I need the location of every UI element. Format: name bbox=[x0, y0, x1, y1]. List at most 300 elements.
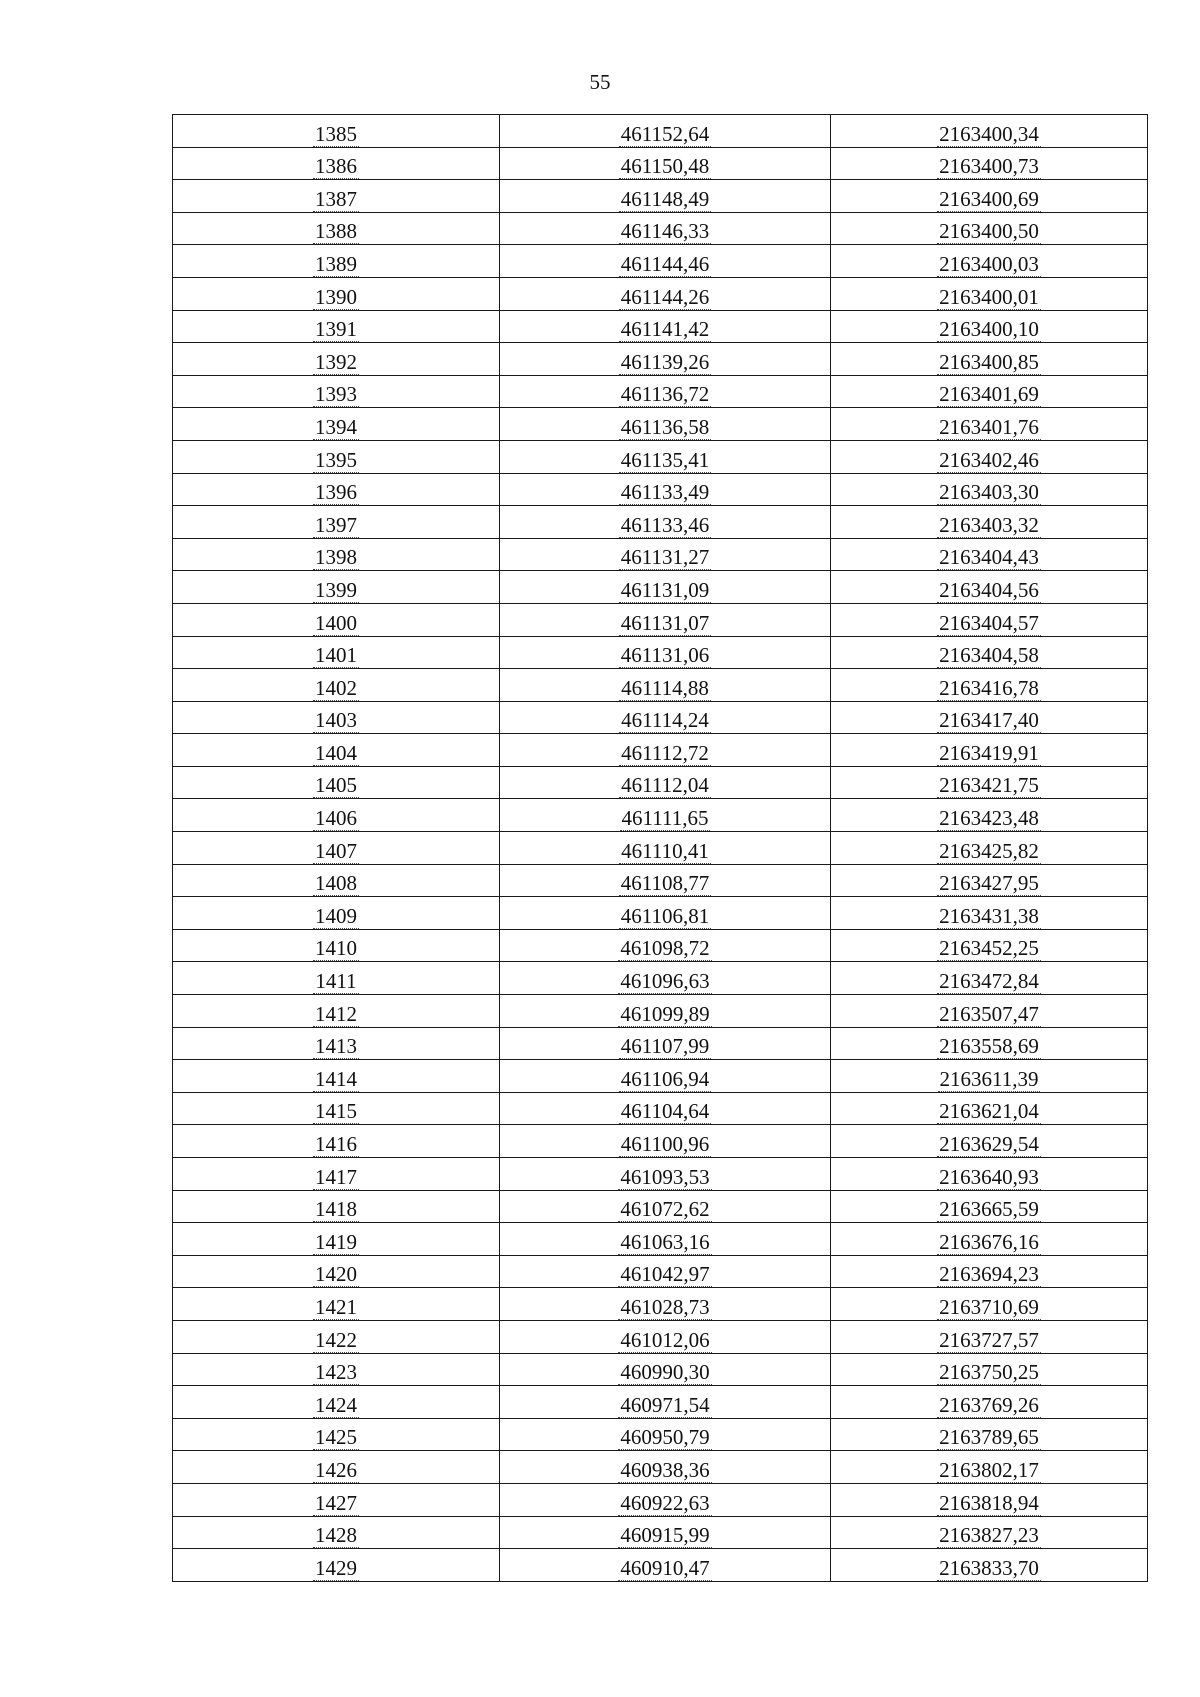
cell-value: 2163665,59 bbox=[939, 1197, 1039, 1222]
y-coordinate-cell bbox=[831, 734, 1148, 767]
cell-value: 461108,77 bbox=[620, 871, 710, 896]
y-coordinate-cell bbox=[831, 1190, 1148, 1223]
table-row bbox=[173, 1223, 1148, 1256]
cell-value: 2163404,57 bbox=[939, 610, 1039, 635]
x-coordinate-cell bbox=[500, 766, 831, 799]
cell-value: 1424 bbox=[315, 1392, 357, 1417]
cell-value: 2163802,17 bbox=[939, 1457, 1039, 1482]
x-coordinate-cell bbox=[500, 506, 831, 539]
cell-value: 2163400,34 bbox=[939, 121, 1039, 146]
cell-value: 460910,47 bbox=[620, 1555, 710, 1580]
table-row bbox=[173, 277, 1148, 310]
x-coordinate-cell bbox=[500, 603, 831, 636]
cell-value: 2163710,69 bbox=[939, 1294, 1039, 1319]
table-row bbox=[173, 180, 1148, 213]
y-coordinate-cell bbox=[831, 1092, 1148, 1125]
point-number-cell bbox=[173, 1060, 500, 1093]
x-coordinate-cell bbox=[500, 1320, 831, 1353]
table-row bbox=[173, 962, 1148, 995]
cell-value: 461111,65 bbox=[621, 806, 709, 831]
cell-value: 461072,62 bbox=[620, 1197, 710, 1222]
cell-value: 1421 bbox=[315, 1294, 357, 1319]
table-row bbox=[173, 571, 1148, 604]
y-coordinate-cell bbox=[831, 1255, 1148, 1288]
x-coordinate-cell bbox=[500, 929, 831, 962]
x-coordinate-cell bbox=[500, 1483, 831, 1516]
point-number-cell bbox=[173, 147, 500, 180]
cell-value: 2163431,38 bbox=[939, 903, 1039, 928]
cell-value: 461096,63 bbox=[620, 969, 710, 994]
y-coordinate-cell bbox=[831, 799, 1148, 832]
y-coordinate-cell bbox=[831, 1418, 1148, 1451]
x-coordinate-cell bbox=[500, 799, 831, 832]
point-number-cell bbox=[173, 1549, 500, 1582]
table-row bbox=[173, 1483, 1148, 1516]
y-coordinate-cell bbox=[831, 473, 1148, 506]
table-row bbox=[173, 1451, 1148, 1484]
point-number-cell bbox=[173, 1158, 500, 1191]
cell-value: 2163421,75 bbox=[939, 773, 1039, 798]
cell-value: 1403 bbox=[315, 708, 357, 733]
table-row bbox=[173, 799, 1148, 832]
cell-value: 461110,41 bbox=[621, 838, 709, 863]
table-row bbox=[173, 1255, 1148, 1288]
x-coordinate-cell bbox=[500, 343, 831, 376]
cell-value: 2163400,03 bbox=[939, 251, 1039, 276]
cell-value: 2163750,25 bbox=[939, 1360, 1039, 1385]
x-coordinate-cell bbox=[500, 636, 831, 669]
cell-value: 1386 bbox=[315, 154, 357, 179]
cell-value: 1426 bbox=[315, 1457, 357, 1482]
cell-value: 461012,06 bbox=[620, 1327, 710, 1352]
cell-value: 1397 bbox=[315, 512, 357, 537]
table-row bbox=[173, 1190, 1148, 1223]
cell-value: 2163403,32 bbox=[939, 512, 1039, 537]
table-row bbox=[173, 1418, 1148, 1451]
point-number-cell bbox=[173, 1027, 500, 1060]
cell-value: 460990,30 bbox=[620, 1360, 710, 1385]
y-coordinate-cell bbox=[831, 766, 1148, 799]
point-number-cell bbox=[173, 897, 500, 930]
x-coordinate-cell bbox=[500, 995, 831, 1028]
cell-value: 2163427,95 bbox=[939, 871, 1039, 896]
y-coordinate-cell bbox=[831, 1483, 1148, 1516]
point-number-cell bbox=[173, 180, 500, 213]
point-number-cell bbox=[173, 473, 500, 506]
cell-value: 461028,73 bbox=[620, 1294, 710, 1319]
y-coordinate-cell bbox=[831, 277, 1148, 310]
table-row bbox=[173, 1549, 1148, 1582]
table-row bbox=[173, 701, 1148, 734]
point-number-cell bbox=[173, 1223, 500, 1256]
point-number-cell bbox=[173, 1353, 500, 1386]
y-coordinate-cell bbox=[831, 310, 1148, 343]
cell-value: 1402 bbox=[315, 675, 357, 700]
table-row bbox=[173, 343, 1148, 376]
cell-value: 1406 bbox=[315, 806, 357, 831]
cell-value: 2163611,39 bbox=[939, 1066, 1039, 1091]
y-coordinate-cell bbox=[831, 1027, 1148, 1060]
x-coordinate-cell bbox=[500, 1190, 831, 1223]
point-number-cell bbox=[173, 571, 500, 604]
cell-value: 461106,81 bbox=[620, 903, 710, 928]
point-number-cell bbox=[173, 636, 500, 669]
point-number-cell bbox=[173, 734, 500, 767]
x-coordinate-cell bbox=[500, 1418, 831, 1451]
cell-value: 461131,06 bbox=[620, 643, 710, 668]
cell-value: 461144,26 bbox=[620, 284, 710, 309]
x-coordinate-cell bbox=[500, 1255, 831, 1288]
cell-value: 1419 bbox=[315, 1229, 357, 1254]
x-coordinate-cell bbox=[500, 310, 831, 343]
cell-value: 2163727,57 bbox=[939, 1327, 1039, 1352]
cell-value: 461148,49 bbox=[620, 186, 710, 211]
cell-value: 2163818,94 bbox=[939, 1490, 1039, 1515]
point-number-cell bbox=[173, 669, 500, 702]
cell-value: 1414 bbox=[315, 1066, 357, 1091]
x-coordinate-cell bbox=[500, 147, 831, 180]
table-row bbox=[173, 538, 1148, 571]
point-number-cell bbox=[173, 1483, 500, 1516]
x-coordinate-cell bbox=[500, 180, 831, 213]
cell-value: 1416 bbox=[315, 1132, 357, 1156]
cell-value: 461099,89 bbox=[620, 1001, 710, 1026]
cell-value: 1396 bbox=[315, 480, 357, 505]
cell-value: 2163419,91 bbox=[939, 740, 1039, 765]
cell-value: 1418 bbox=[315, 1197, 357, 1222]
cell-value: 461131,09 bbox=[620, 577, 710, 602]
cell-value: 1388 bbox=[315, 219, 357, 244]
cell-value: 461131,07 bbox=[620, 610, 710, 635]
table-row bbox=[173, 375, 1148, 408]
cell-value: 1385 bbox=[315, 121, 357, 146]
cell-value: 1389 bbox=[315, 251, 357, 276]
y-coordinate-cell bbox=[831, 864, 1148, 897]
cell-value: 2163472,84 bbox=[939, 969, 1039, 994]
cell-value: 1393 bbox=[315, 382, 357, 407]
point-number-cell bbox=[173, 115, 500, 148]
cell-value: 461098,72 bbox=[620, 936, 710, 961]
cell-value: 2163827,23 bbox=[939, 1523, 1039, 1548]
cell-value: 1420 bbox=[315, 1262, 357, 1287]
point-number-cell bbox=[173, 701, 500, 734]
cell-value: 2163640,93 bbox=[939, 1164, 1039, 1189]
x-coordinate-cell bbox=[500, 864, 831, 897]
cell-value: 1415 bbox=[315, 1099, 357, 1124]
cell-value: 2163401,69 bbox=[939, 382, 1039, 407]
table-row bbox=[173, 864, 1148, 897]
cell-value: 2163400,69 bbox=[939, 186, 1039, 211]
y-coordinate-cell bbox=[831, 212, 1148, 245]
point-number-cell bbox=[173, 310, 500, 343]
cell-value: 1399 bbox=[315, 577, 357, 602]
point-number-cell bbox=[173, 277, 500, 310]
cell-value: 1427 bbox=[315, 1490, 357, 1515]
cell-value: 2163402,46 bbox=[939, 447, 1039, 472]
cell-value: 1404 bbox=[315, 740, 357, 765]
cell-value: 461112,04 bbox=[621, 773, 709, 798]
y-coordinate-cell bbox=[831, 669, 1148, 702]
table-row bbox=[173, 603, 1148, 636]
table-row bbox=[173, 1060, 1148, 1093]
cell-value: 2163425,82 bbox=[939, 838, 1039, 863]
x-coordinate-cell bbox=[500, 1158, 831, 1191]
point-number-cell bbox=[173, 1320, 500, 1353]
cell-value: 1390 bbox=[315, 284, 357, 309]
point-number-cell bbox=[173, 212, 500, 245]
point-number-cell bbox=[173, 799, 500, 832]
cell-value: 1401 bbox=[315, 643, 357, 668]
point-number-cell bbox=[173, 343, 500, 376]
table-row bbox=[173, 115, 1148, 148]
cell-value: 461104,64 bbox=[620, 1099, 710, 1124]
point-number-cell bbox=[173, 1190, 500, 1223]
point-number-cell bbox=[173, 1288, 500, 1321]
y-coordinate-cell bbox=[831, 962, 1148, 995]
y-coordinate-cell bbox=[831, 1516, 1148, 1549]
y-coordinate-cell bbox=[831, 571, 1148, 604]
x-coordinate-cell bbox=[500, 1386, 831, 1419]
y-coordinate-cell bbox=[831, 1223, 1148, 1256]
x-coordinate-cell bbox=[500, 701, 831, 734]
cell-value: 1400 bbox=[315, 610, 357, 635]
cell-value: 2163452,25 bbox=[939, 936, 1039, 961]
point-number-cell bbox=[173, 440, 500, 473]
cell-value: 461100,96 bbox=[620, 1132, 710, 1156]
cell-value: 2163621,04 bbox=[939, 1099, 1039, 1124]
cell-value: 1405 bbox=[315, 773, 357, 798]
cell-value: 2163400,73 bbox=[939, 154, 1039, 179]
point-number-cell bbox=[173, 375, 500, 408]
y-coordinate-cell bbox=[831, 1288, 1148, 1321]
x-coordinate-cell bbox=[500, 1092, 831, 1125]
x-coordinate-cell bbox=[500, 897, 831, 930]
table-row bbox=[173, 1125, 1148, 1158]
y-coordinate-cell bbox=[831, 375, 1148, 408]
cell-value: 2163403,30 bbox=[939, 480, 1039, 505]
cell-value: 461133,46 bbox=[620, 512, 710, 537]
cell-value: 1387 bbox=[315, 186, 357, 211]
cell-value: 1391 bbox=[315, 317, 357, 342]
table-row bbox=[173, 1092, 1148, 1125]
x-coordinate-cell bbox=[500, 473, 831, 506]
cell-value: 461042,97 bbox=[620, 1262, 710, 1287]
cell-value: 1407 bbox=[315, 838, 357, 863]
y-coordinate-cell bbox=[831, 897, 1148, 930]
x-coordinate-cell bbox=[500, 832, 831, 865]
point-number-cell bbox=[173, 864, 500, 897]
y-coordinate-cell bbox=[831, 115, 1148, 148]
table-row bbox=[173, 1027, 1148, 1060]
table-row bbox=[173, 147, 1148, 180]
cell-value: 2163423,48 bbox=[939, 806, 1039, 831]
x-coordinate-cell bbox=[500, 245, 831, 278]
cell-value: 2163629,54 bbox=[939, 1132, 1039, 1156]
y-coordinate-cell bbox=[831, 701, 1148, 734]
point-number-cell bbox=[173, 832, 500, 865]
cell-value: 2163401,76 bbox=[939, 414, 1039, 439]
cell-value: 1394 bbox=[315, 414, 357, 439]
x-coordinate-cell bbox=[500, 440, 831, 473]
x-coordinate-cell bbox=[500, 1549, 831, 1582]
cell-value: 2163833,70 bbox=[939, 1555, 1039, 1580]
cell-value: 460950,79 bbox=[620, 1425, 710, 1450]
cell-value: 461106,94 bbox=[620, 1066, 710, 1091]
cell-value: 461139,26 bbox=[620, 349, 710, 374]
y-coordinate-cell bbox=[831, 180, 1148, 213]
cell-value: 461112,72 bbox=[621, 740, 709, 765]
cell-value: 2163404,56 bbox=[939, 577, 1039, 602]
cell-value: 1410 bbox=[315, 936, 357, 961]
x-coordinate-cell bbox=[500, 1288, 831, 1321]
table-row bbox=[173, 636, 1148, 669]
cell-value: 1423 bbox=[315, 1360, 357, 1385]
point-number-cell bbox=[173, 506, 500, 539]
cell-value: 460971,54 bbox=[620, 1392, 710, 1417]
cell-value: 1411 bbox=[315, 969, 357, 994]
cell-value: 461136,72 bbox=[620, 382, 710, 407]
x-coordinate-cell bbox=[500, 1223, 831, 1256]
table-row bbox=[173, 1386, 1148, 1419]
x-coordinate-cell bbox=[500, 1027, 831, 1060]
y-coordinate-cell bbox=[831, 1353, 1148, 1386]
y-coordinate-cell bbox=[831, 1386, 1148, 1419]
y-coordinate-cell bbox=[831, 1125, 1148, 1158]
y-coordinate-cell bbox=[831, 147, 1148, 180]
y-coordinate-cell bbox=[831, 929, 1148, 962]
cell-value: 2163404,58 bbox=[939, 643, 1039, 668]
table-row bbox=[173, 1288, 1148, 1321]
table-row bbox=[173, 1516, 1148, 1549]
y-coordinate-cell bbox=[831, 440, 1148, 473]
point-number-cell bbox=[173, 603, 500, 636]
point-number-cell bbox=[173, 1125, 500, 1158]
cell-value: 1408 bbox=[315, 871, 357, 896]
cell-value: 461146,33 bbox=[620, 219, 710, 244]
point-number-cell bbox=[173, 408, 500, 441]
cell-value: 461144,46 bbox=[620, 251, 710, 276]
table-row bbox=[173, 669, 1148, 702]
point-number-cell bbox=[173, 1255, 500, 1288]
cell-value: 2163400,50 bbox=[939, 219, 1039, 244]
table-row bbox=[173, 310, 1148, 343]
cell-value: 461107,99 bbox=[620, 1034, 710, 1059]
cell-value: 1429 bbox=[315, 1555, 357, 1580]
y-coordinate-cell bbox=[831, 506, 1148, 539]
cell-value: 2163558,69 bbox=[939, 1034, 1039, 1059]
table-row bbox=[173, 929, 1148, 962]
x-coordinate-cell bbox=[500, 538, 831, 571]
cell-value: 2163769,26 bbox=[939, 1392, 1039, 1417]
x-coordinate-cell bbox=[500, 1060, 831, 1093]
x-coordinate-cell bbox=[500, 1451, 831, 1484]
cell-value: 1425 bbox=[315, 1425, 357, 1450]
point-number-cell bbox=[173, 962, 500, 995]
cell-value: 461133,49 bbox=[620, 480, 710, 505]
x-coordinate-cell bbox=[500, 212, 831, 245]
cell-value: 2163417,40 bbox=[939, 708, 1039, 733]
y-coordinate-cell bbox=[831, 408, 1148, 441]
x-coordinate-cell bbox=[500, 408, 831, 441]
table-row bbox=[173, 1353, 1148, 1386]
cell-value: 461136,58 bbox=[620, 414, 710, 439]
y-coordinate-cell bbox=[831, 1158, 1148, 1191]
x-coordinate-cell bbox=[500, 962, 831, 995]
table-row bbox=[173, 897, 1148, 930]
x-coordinate-cell bbox=[500, 1125, 831, 1158]
cell-value: 2163789,65 bbox=[939, 1425, 1039, 1450]
table-row bbox=[173, 995, 1148, 1028]
point-number-cell bbox=[173, 1092, 500, 1125]
cell-value: 2163507,47 bbox=[939, 1001, 1039, 1026]
point-number-cell bbox=[173, 766, 500, 799]
y-coordinate-cell bbox=[831, 603, 1148, 636]
y-coordinate-cell bbox=[831, 1549, 1148, 1582]
cell-value: 461135,41 bbox=[620, 447, 710, 472]
cell-value: 461152,64 bbox=[620, 121, 710, 146]
cell-value: 460922,63 bbox=[620, 1490, 710, 1515]
cell-value: 460938,36 bbox=[620, 1457, 710, 1482]
cell-value: 2163416,78 bbox=[939, 675, 1039, 700]
cell-value: 461063,16 bbox=[620, 1229, 710, 1254]
cell-value: 2163400,85 bbox=[939, 349, 1039, 374]
cell-value: 461150,48 bbox=[620, 154, 710, 179]
cell-value: 1412 bbox=[315, 1001, 357, 1026]
x-coordinate-cell bbox=[500, 571, 831, 604]
cell-value: 2163400,10 bbox=[939, 317, 1039, 342]
point-number-cell bbox=[173, 538, 500, 571]
table-row bbox=[173, 440, 1148, 473]
y-coordinate-cell bbox=[831, 636, 1148, 669]
table-row bbox=[173, 734, 1148, 767]
cell-value: 461093,53 bbox=[620, 1164, 710, 1189]
table-row bbox=[173, 832, 1148, 865]
cell-value: 2163676,16 bbox=[939, 1229, 1039, 1254]
point-number-cell bbox=[173, 995, 500, 1028]
cell-value: 1413 bbox=[315, 1034, 357, 1059]
x-coordinate-cell bbox=[500, 669, 831, 702]
point-number-cell bbox=[173, 1516, 500, 1549]
point-number-cell bbox=[173, 245, 500, 278]
cell-value: 1392 bbox=[315, 349, 357, 374]
point-number-cell bbox=[173, 1386, 500, 1419]
cell-value: 1422 bbox=[315, 1327, 357, 1352]
table-row bbox=[173, 1158, 1148, 1191]
x-coordinate-cell bbox=[500, 115, 831, 148]
cell-value: 460915,99 bbox=[620, 1523, 710, 1548]
table-row bbox=[173, 506, 1148, 539]
y-coordinate-cell bbox=[831, 538, 1148, 571]
coordinates-table bbox=[172, 114, 1148, 1582]
cell-value: 1398 bbox=[315, 545, 357, 570]
x-coordinate-cell bbox=[500, 277, 831, 310]
table-row bbox=[173, 473, 1148, 506]
cell-value: 2163400,01 bbox=[939, 284, 1039, 309]
point-number-cell bbox=[173, 1418, 500, 1451]
x-coordinate-cell bbox=[500, 1516, 831, 1549]
cell-value: 1417 bbox=[315, 1164, 357, 1189]
coordinates-table-body bbox=[173, 115, 1148, 1582]
table-row bbox=[173, 1320, 1148, 1353]
table-row bbox=[173, 245, 1148, 278]
y-coordinate-cell bbox=[831, 245, 1148, 278]
y-coordinate-cell bbox=[831, 1060, 1148, 1093]
x-coordinate-cell bbox=[500, 734, 831, 767]
cell-value: 461141,42 bbox=[620, 317, 710, 342]
cell-value: 2163404,43 bbox=[939, 545, 1039, 570]
cell-value: 1395 bbox=[315, 447, 357, 472]
y-coordinate-cell bbox=[831, 832, 1148, 865]
